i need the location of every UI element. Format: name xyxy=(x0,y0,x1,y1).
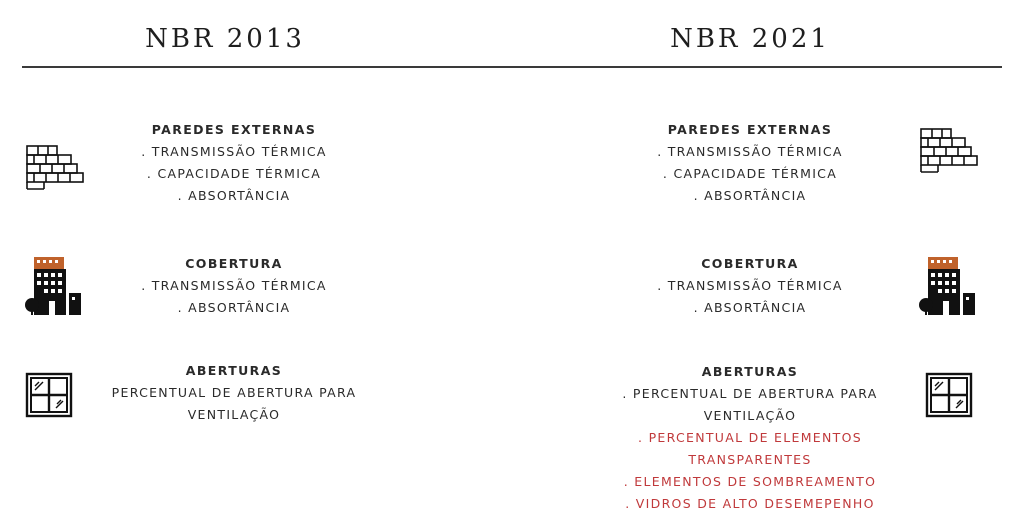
building-icon xyxy=(918,255,978,317)
title-nbr-2021: NBR 2021 xyxy=(670,24,830,54)
right-openings-new-item: . ELEMENTOS DE SOMBREAMENTO xyxy=(623,474,877,489)
right-openings-new-item: TRANSPARENTES xyxy=(688,452,812,467)
right-openings-item: . PERCENTUAL DE ABERTURA PARA xyxy=(622,386,878,401)
right-openings-new-item: . PERCENTUAL DE ELEMENTOS xyxy=(638,430,862,445)
left-walls-item: . CAPACIDADE TÉRMICA xyxy=(146,166,322,181)
brick-wall-icon xyxy=(26,144,84,190)
right-walls-section xyxy=(600,119,900,207)
left-openings-heading: ABERTURAS xyxy=(185,363,283,378)
right-openings-new-item: . VIDROS DE ALTO DESEMEPENHO xyxy=(625,496,875,511)
header-divider xyxy=(22,66,1002,68)
right-openings-item: VENTILAÇÃO xyxy=(703,408,797,423)
building-icon xyxy=(24,255,84,317)
right-walls-item: . TRANSMISSÃO TÉRMICA xyxy=(657,144,843,159)
brick-wall-icon xyxy=(920,127,978,173)
right-openings-heading: ABERTURAS xyxy=(701,364,799,379)
left-openings-section xyxy=(84,360,384,426)
right-openings-section xyxy=(600,361,900,515)
title-nbr-2013: NBR 2013 xyxy=(145,24,305,54)
left-walls-item: . ABSORTÂNCIA xyxy=(177,188,291,203)
right-roof-item: . ABSORTÂNCIA xyxy=(693,300,807,315)
left-roof-section xyxy=(84,253,384,319)
left-roof-item: . TRANSMISSÃO TÉRMICA xyxy=(141,278,327,293)
left-openings-item: VENTILAÇÃO xyxy=(187,407,281,422)
left-roof-item: . ABSORTÂNCIA xyxy=(177,300,291,315)
right-roof-section xyxy=(600,253,900,319)
right-walls-item: . CAPACIDADE TÉRMICA xyxy=(662,166,838,181)
window-icon xyxy=(925,372,973,418)
window-icon xyxy=(25,372,73,418)
left-walls-item: . TRANSMISSÃO TÉRMICA xyxy=(141,144,327,159)
right-roof-heading: COBERTURA xyxy=(701,256,799,271)
left-openings-item: PERCENTUAL DE ABERTURA PARA xyxy=(111,385,357,400)
right-roof-item: . TRANSMISSÃO TÉRMICA xyxy=(657,278,843,293)
left-walls-heading: PAREDES EXTERNAS xyxy=(151,122,317,137)
left-walls-section xyxy=(84,119,384,207)
left-roof-heading: COBERTURA xyxy=(185,256,283,271)
right-walls-heading: PAREDES EXTERNAS xyxy=(667,122,833,137)
right-walls-item: . ABSORTÂNCIA xyxy=(693,188,807,203)
